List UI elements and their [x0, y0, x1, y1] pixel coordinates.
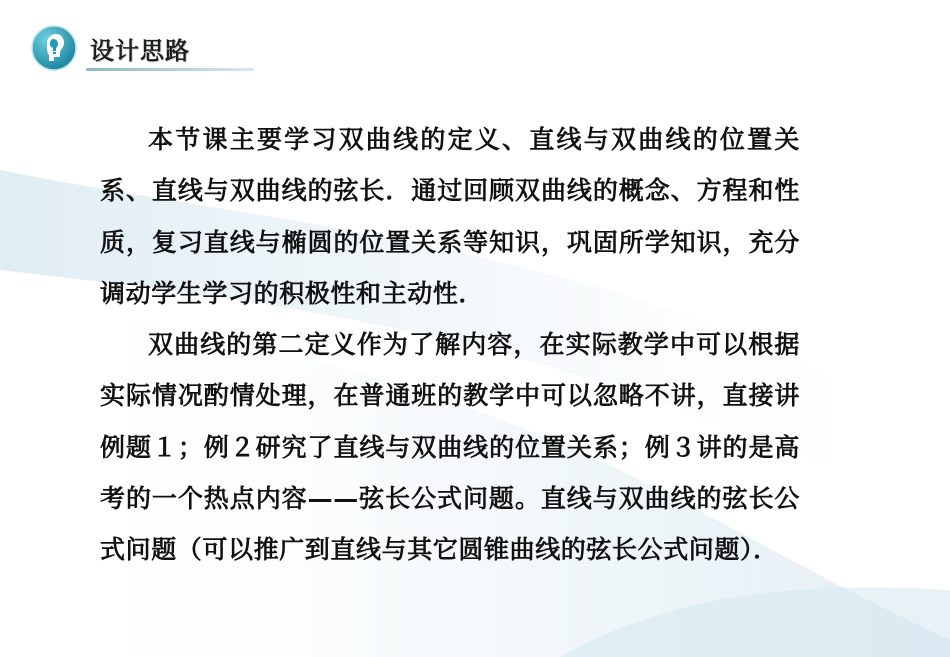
section-title: 设计思路: [90, 36, 190, 65]
lightbulb-head-icon: [30, 24, 78, 72]
title-underline: [86, 68, 254, 71]
paragraph-1: 本节课主要学习双曲线的定义、直线与双曲线的位置关系、直线与双曲线的弦长．通过回顾双曲线的概念、方程和性质，复习直线与椭圆的位置关系等知识，巩固所学知识，充分调动学生学习的积极性和主动性．: [100, 125, 800, 308]
body-text: [100, 114, 800, 576]
paragraph-2: 双曲线的第二定义作为了解内容，在实际教学中可以根据实际情况酌情处理，在普通班的教学中可以忽略不讲，直接讲例题１；例２研究了直线与双曲线的位置关系；例３讲的是高考的一个热点内容——弦长公式问题。直线与双曲线的弦长公式问题（可以推广到直线与其它圆锥曲线的弦长公式问题）．: [100, 330, 800, 565]
section-header: [30, 24, 190, 72]
